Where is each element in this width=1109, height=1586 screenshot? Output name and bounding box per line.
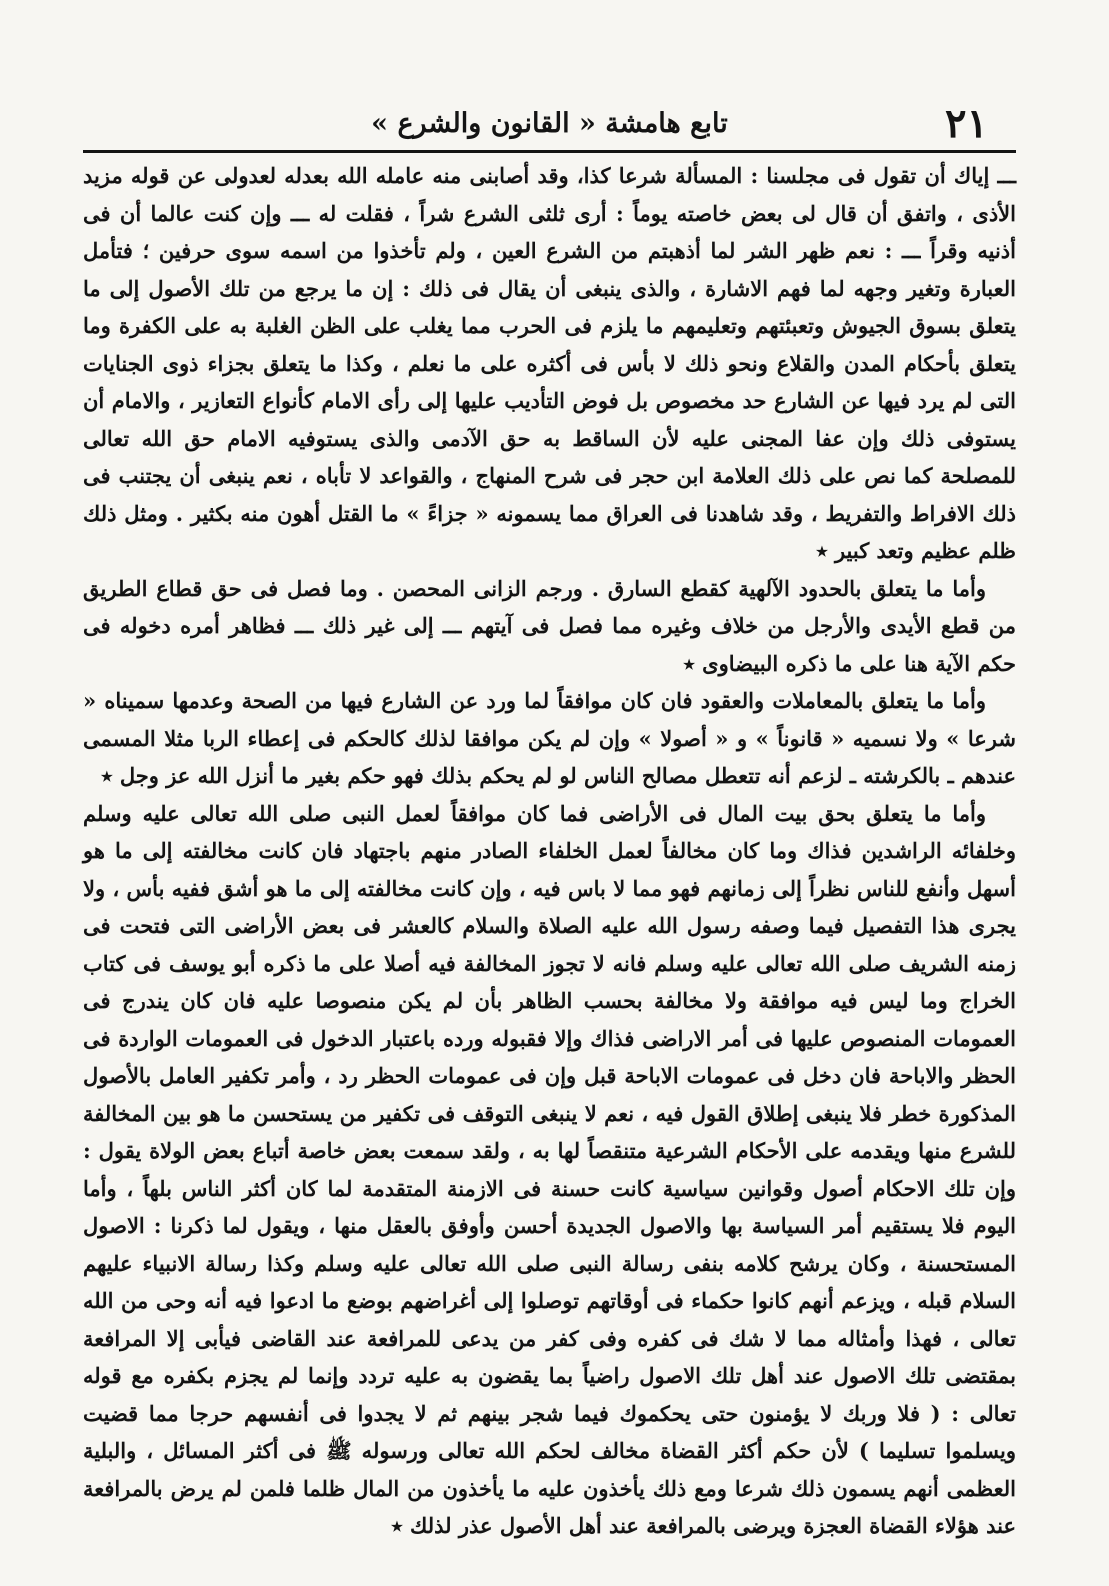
page-header bbox=[83, 88, 1016, 150]
header-rule bbox=[83, 150, 1016, 153]
paragraph-2: وأما ما يتعلق بالحدود الآلهية كقطع السارق . ورجم الزانى المحصن . وما فصل فى حق قطاع الطريق من قطع الأيدى والأرجل من خلاف وغيره مما فصل فى آيتهم ـــ إلى غير ذلك ـــ فظاهر أمره دخوله فى حكم الآية هنا على ما ذكره البيضاوى ٭ bbox=[83, 575, 1016, 676]
paragraph-3: وأما ما يتعلق بالمعاملات والعقود فان كان موافقاً لما ورد عن الشارع فيها من الصحة وعدمها سميناه « شرعا » ولا نسميه « قانوناً » و « أصولا » وإن لم يكن موافقا لذلك كالحكم فى إعطاء الربا مثلا المسمى عندهم ـ بالكرشته ـ لزعم أنه تتعطل مصالح الناس لو لم يحكم بذلك فهو حكم بغير ما أنزل الله عز وجل ٭ bbox=[83, 688, 1016, 788]
paragraph-4: وأما ما يتعلق بحق بيت المال فى الأراضى فما كان موافقاً لعمل النبى صلى الله تعالى عليه وسلم وخلفائه الراشدين فذاك وما كان مخالفاً لعمل الخلفاء الصادر منهم باجتهاد فان كانت مخالفته إلى ما هو أسهل وأنفع للناس نظراً إلى زمانهم فهو مما لا باس فيه ، وإن كانت مخالفته إلى ما هو أشق ففيه بأس ، ولا يجرى هذا التفصيل فيما وصفه رسول الله عليه الصلاة والسلام كالعشر فى بعض الأراضى التى فتحت فى زمنه الشريف صلى الله تعالى عليه وسلم فانه لا تجوز المخالفة فيه أصلا على ما ذكره أبو يوسف فى كتاب الخراج وما ليس فيه موافقة ولا مخالفة بحسب الظاهر بأن لم يكن منصوصا عليه فان كان يندرج فى العمومات المنصوص عليها فى أمر الاراضى فذاك وإلا فقبوله ورده باعتبار الدخول فى العمومات الواردة فى الحظر والاباحة فان دخل فى عمومات الاباحة قبل وإن فى عمومات الحظر رد ، وأمر تكفير العامل بالأصول المذكورة خطر فلا ينبغى إطلاق القول فيه ، نعم لا ينبغى التوقف فى تكفير من يستحسن ما هو بين المخالفة للشرع منها ويقدمه على الأحكام الشرعية متنقصاً لها به ، ولقد سمعت بعض خاصة أتباع بعض الولاة يقول : وإن تلك الاحكام أصول وقوانين سياسية كانت حسنة فى الازمنة المتقدمة لما كان أكثر الناس بلهاً ، وأما اليوم فلا يستقيم أمر السياسة بها والاصول الجديدة أحسن وأوفق بالعقل منها ، ويقول لما ذكرنا : الاصول المستحسنة ، وكان يرشح كلامه بنفى رسالة النبى صلى الله تعالى عليه وسلم وكذا رسالة الانبياء عليهم السلام قبله ، ويزعم أنهم كانوا حكماء فى أوقاتهم توصلوا إلى أغراضهم بوضع ما ادعوا فيه أنه وحى من الله تعالى ، فهذا وأمثاله مما لا شك فى كفره وفى كفر من يدعى للمرافعة عند القاضى فيأبى إلا المرافعة بمقتضى تلك الاصول عند أهل تلك الاصول راضياً بما يقضون به عليه تردد وإنما لم يجزم بكفره مع قوله تعالى : ( فلا وربك لا يؤمنون حتى يحكموك فيما شجر بينهم ثم لا يجدوا فى أنفسهم حرجا مما قضيت ويسلموا تسليما ) لأن حكم أكثر القضاة مخالف لحكم الله تعالى ورسوله ﷺ فى أكثر المسائل ، والبلية العظمى أنهم يسمون ذلك شرعا ومع ذلك يأخذون عليه ما يأخذون من المال ظلما فلمن لم يرض بالمرافعة عند هؤلاء القضاة العجزة ويرضى بالمرافعة عند أهل الأصول عذر لذلك ٭ bbox=[83, 800, 1016, 1538]
page-number: ٢١ bbox=[945, 100, 988, 147]
running-title: تابع هامشة « القانون والشرع » bbox=[371, 108, 728, 139]
paragraph-1: ـــ إياك أن تقول فى مجلسنا : المسألة شرعا كذا، وقد أصابنى منه عامله الله بعدله لعدولى عن قوله مزيد الأذى ، واتفق أن قال لى بعض خاصته يوماً : أرى ثلثى الشرع شراً ، فقلت له ـــ وإن كنت عالما أن فى أذنيه وقراً ـــ : نعم ظهر الشر لما أذهبتم من الشرع العين ، ولم تأخذوا من اسمه سوى حرفين ؛ فتأمل العبارة وتغير وجهه لما فهم الاشارة ، والذى ينبغى أن يقال فى ذلك : إن ما يرجع من تلك الأصول إلى ما يتعلق بسوق الجيوش وتعبئتهم وتعليمهم ما يلزم فى الحرب مما يغلب على الظن الغلبة به على الكفرة وما يتعلق بأحكام المدن والقلاع ونحو ذلك لا بأس فى أكثره على ما نعلم ، وكذا ما يتعلق بجزاء ذوى الجنايات التى لم يرد فيها عن الشارع حد مخصوص بل فوض التأديب عليها إلى رأى الامام كأنواع التعازير ، والامام أن يستوفى ذلك وإن عفا المجنى عليه لأن الساقط به حق الآدمى والذى يستوفيه الامام حق الله تعالى للمصلحة كما نص على ذلك العلامة ابن حجر فى شرح المنهاج ، والقواعد لا تأباه ، نعم ينبغى أن يجتنب فى ذلك الافراط والتفريط ، وقد شاهدنا فى العراق مما يسمونه « جزاءً » ما القتل أهون منه بكثير . ومثل ذلك ظلم عظيم وتعد كبير ٭ bbox=[83, 163, 1016, 563]
body-text bbox=[83, 157, 1016, 1545]
